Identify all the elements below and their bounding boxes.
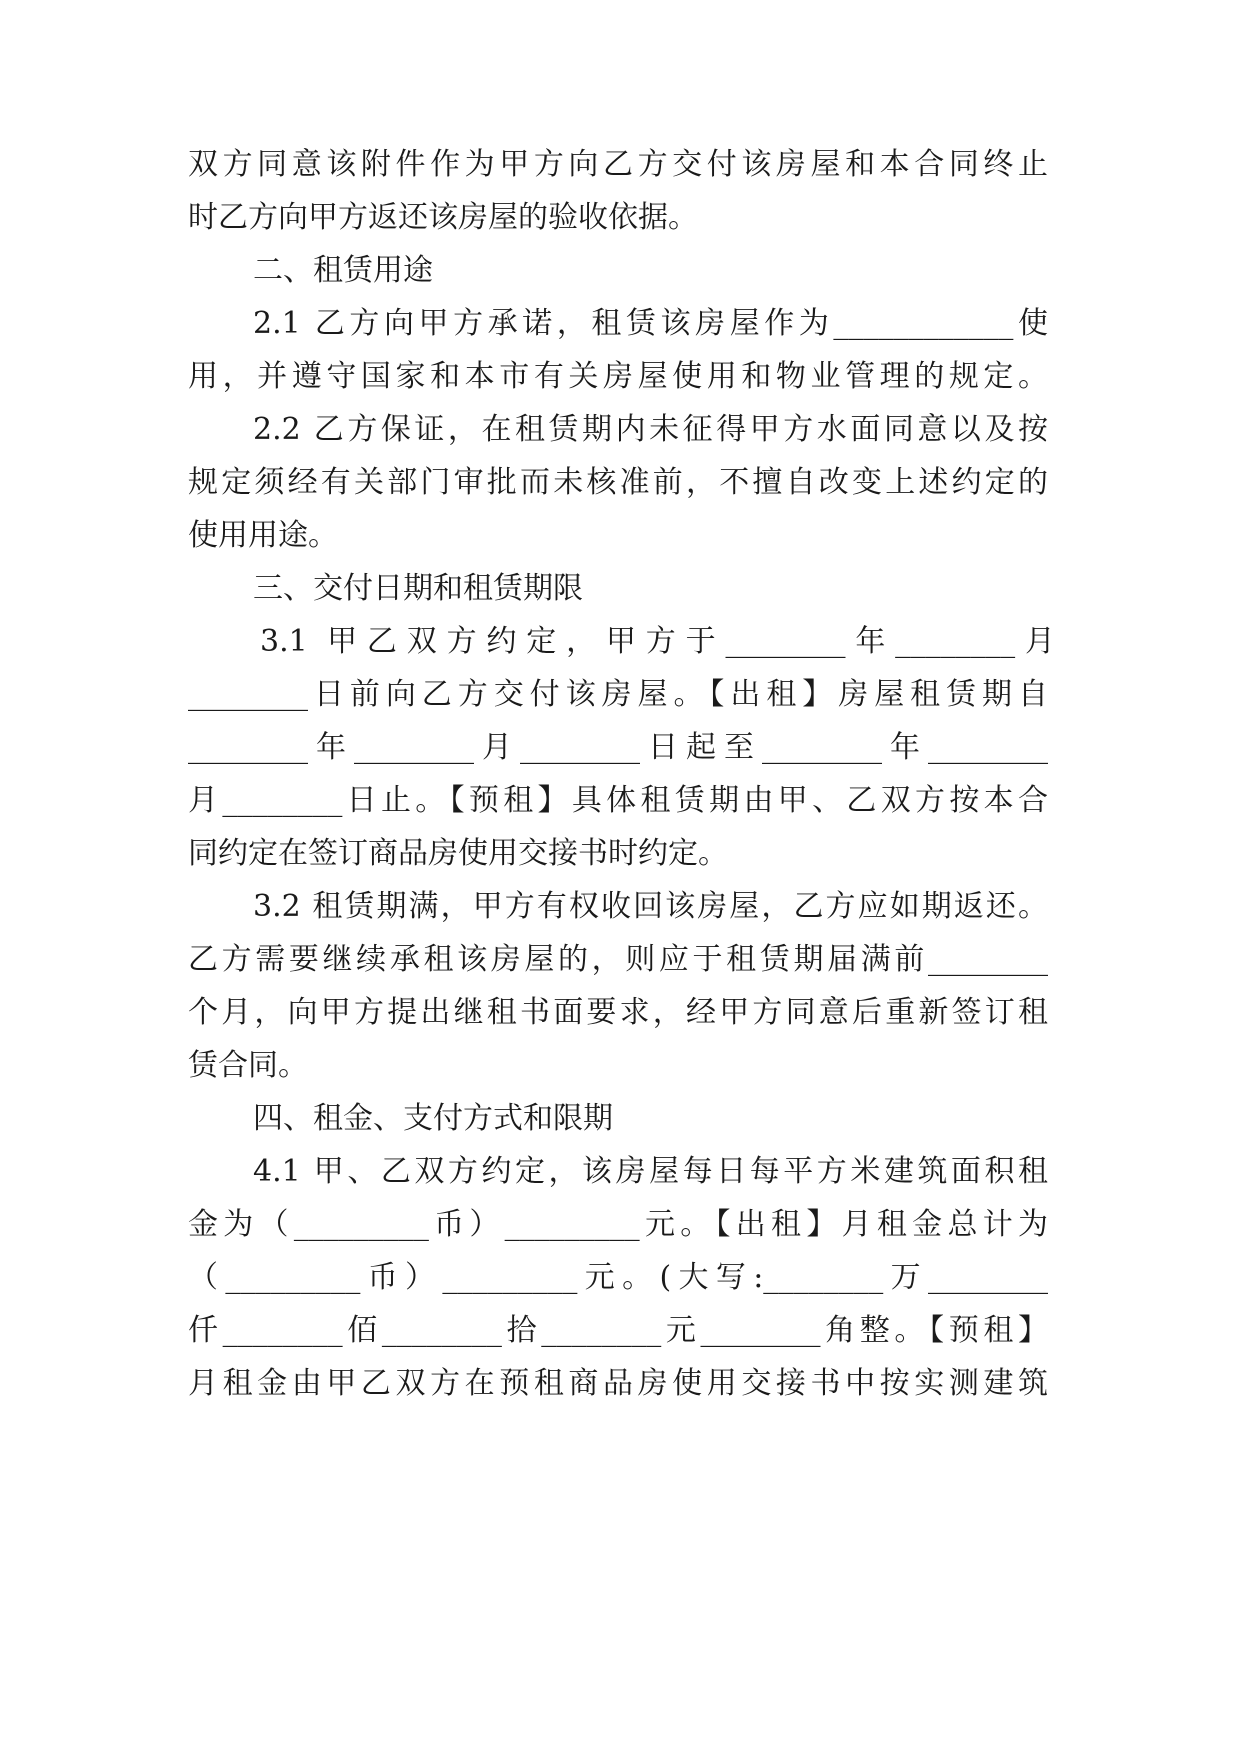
text-line: ________年________月________日起至________年________ (188, 730, 1048, 765)
text-line: 规定须经有关部门审批而未核准前，不擅自改变上述约定的 (188, 465, 1048, 500)
text-line: （_________币）_________元。(大写:________万________ (188, 1260, 1048, 1295)
text-line: 金为（_________币）_________元。【出租】月租金总计为 (188, 1207, 1048, 1242)
text-line: 2.1 乙方向甲方承诺，租赁该房屋作为____________使 (253, 306, 1048, 341)
document-page (188, 0, 1060, 1754)
text-line: 同约定在签订商品房使用交接书时约定。 (188, 836, 728, 871)
text-line: 双方同意该附件作为甲方向乙方交付该房屋和本合同终止 (188, 147, 1048, 182)
section-heading: 四、租金、支付方式和限期 (253, 1101, 613, 1136)
text-line: 4.1 甲、乙双方约定，该房屋每日每平方米建筑面积租 (253, 1154, 1048, 1189)
text-line: 3.1 甲乙双方约定，甲方于________年________月 (260, 624, 1055, 659)
text-line: 月________日止。【预租】具体租赁期由甲、乙双方按本合 (188, 783, 1048, 818)
text-line: 2.2 乙方保证，在租赁期内未征得甲方水面同意以及按 (253, 412, 1048, 447)
section-heading: 三、交付日期和租赁期限 (253, 571, 583, 606)
text-line: 仟________佰________拾________元________角整。【预租】 (188, 1313, 1048, 1348)
text-line: 赁合同。 (188, 1048, 308, 1083)
section-heading: 二、租赁用途 (253, 253, 433, 288)
text-line: 月租金由甲乙双方在预租商品房使用交接书中按实测建筑 (188, 1366, 1048, 1401)
text-line: 个月，向甲方提出继租书面要求，经甲方同意后重新签订租 (188, 995, 1048, 1030)
text-line: 乙方需要继续承租该房屋的，则应于租赁期届满前________ (188, 942, 1048, 977)
text-line: ________日前向乙方交付该房屋。【出租】房屋租赁期自 (188, 677, 1048, 712)
text-line: 3.2 租赁期满，甲方有权收回该房屋，乙方应如期返还。 (253, 889, 1048, 924)
text-line: 时乙方向甲方返还该房屋的验收依据。 (188, 200, 698, 235)
text-line: 用，并遵守国家和本市有关房屋使用和物业管理的规定。 (188, 359, 1048, 394)
text-line: 使用用途。 (188, 518, 338, 553)
